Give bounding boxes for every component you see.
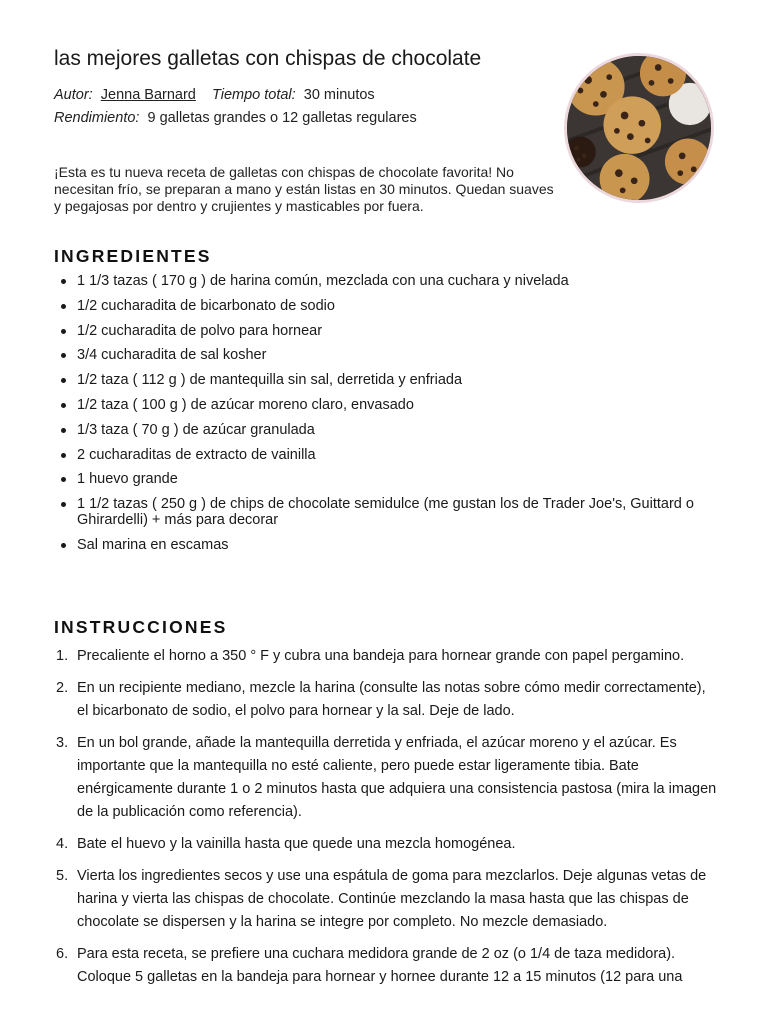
recipe-photo xyxy=(564,53,714,203)
step-text: Bate el huevo y la vainilla hasta que quede una mezcla homogénea. xyxy=(77,836,516,852)
ingredient-item: 2 cucharaditas de extracto de vainilla xyxy=(54,447,718,463)
yield-value: 9 galletas grandes o 12 galletas regulares xyxy=(147,110,417,126)
step-text: Vierta los ingredientes secos y use una espátula de goma para mezclarlos. Deje algunas vetas de harina y vierta las chispas de chocolate. Continúe mezclando la masa hasta que las chispas de chocolate se dispersen y la harina se integre por completo. No mezcle demasiado. xyxy=(77,868,707,930)
step-number: 5. xyxy=(56,868,69,884)
ingredient-item: 1/2 taza ( 100 g ) de azúcar moreno claro, envasado xyxy=(54,397,718,413)
step-number: 6. xyxy=(56,946,69,962)
ingredient-item: 1 1/2 tazas ( 250 g ) de chips de chocolate semidulce (me gustan los de Trader Joe's, Guittard o Ghirardelli) + más para decorar xyxy=(54,496,718,528)
cookies-image xyxy=(567,56,711,200)
step-number: 2. xyxy=(56,680,69,696)
step-number: 1. xyxy=(56,648,69,664)
recipe-meta-yield xyxy=(54,110,417,126)
author-link[interactable]: Jenna Barnard xyxy=(100,87,196,103)
recipe-intro: ¡Esta es tu nueva receta de galletas con chispas de chocolate favorita! No necesitan frío, se preparan a mano y están listas en 30 minutos. Quedan suaves y pegajosas por dentro y crujientes y masticables por fuera. xyxy=(54,164,554,214)
step-text: Precaliente el horno a 350 ° F y cubra una bandeja para hornear grande con papel pergamino. xyxy=(77,648,685,664)
ingredient-item: Sal marina en escamas xyxy=(54,537,718,553)
step-text: En un recipiente mediano, mezcle la harina (consulte las notas sobre cómo medir correctamente), el bicarbonato de sodio, el polvo para hornear y la sal. Deje de lado. xyxy=(77,680,706,719)
ingredient-item: 3/4 cucharadita de sal kosher xyxy=(54,347,718,363)
instruction-step xyxy=(54,677,718,723)
recipe-title: las mejores galletas con chispas de chocolate xyxy=(54,47,482,70)
ingredient-item: 1/2 cucharadita de bicarbonato de sodio xyxy=(54,298,718,314)
instruction-step xyxy=(54,833,718,856)
instructions-list xyxy=(54,645,718,998)
instruction-step xyxy=(54,865,718,934)
recipe-meta-author-time xyxy=(54,87,375,103)
ingredient-item: 1/3 taza ( 70 g ) de azúcar granulada xyxy=(54,422,718,438)
instruction-step xyxy=(54,732,718,824)
step-number: 3. xyxy=(56,735,69,751)
ingredient-item: 1 huevo grande xyxy=(54,471,718,487)
total-time-value: 30 minutos xyxy=(303,87,375,103)
step-text: Para esta receta, se prefiere una cuchara medidora grande de 2 oz (o 1/4 de taza medidora). Coloque 5 galletas en la bandeja para hornear y hornee durante 12 a 15 minutos (12 para una xyxy=(77,946,683,985)
yield-label: Rendimiento: xyxy=(54,110,140,126)
step-text: En un bol grande, añade la mantequilla derretida y enfriada, el azúcar moreno y el azúcar. Es importante que la mantequilla no esté caliente, pero puede estar ligeramente tibia. Bate enérgicamente durante 1 o 2 minutos hasta que adquiera una consistencia pastosa (mira la imagen de la publicación como referencia). xyxy=(77,735,717,820)
instructions-heading: INSTRUCCIONES xyxy=(54,617,228,637)
ingredient-item: 1 1/3 tazas ( 170 g ) de harina común, mezclada con una cuchara y nivelada xyxy=(54,273,718,289)
step-number: 4. xyxy=(56,836,69,852)
total-time-label: Tiempo total: xyxy=(212,87,296,103)
ingredients-list xyxy=(54,273,718,562)
author-label: Autor: xyxy=(54,87,93,103)
ingredient-item: 1/2 cucharadita de polvo para hornear xyxy=(54,323,718,339)
ingredients-heading: INGREDIENTES xyxy=(54,246,212,266)
instruction-step xyxy=(54,943,718,989)
instruction-step xyxy=(54,645,718,668)
ingredient-item: 1/2 taza ( 112 g ) de mantequilla sin sal, derretida y enfriada xyxy=(54,372,718,388)
